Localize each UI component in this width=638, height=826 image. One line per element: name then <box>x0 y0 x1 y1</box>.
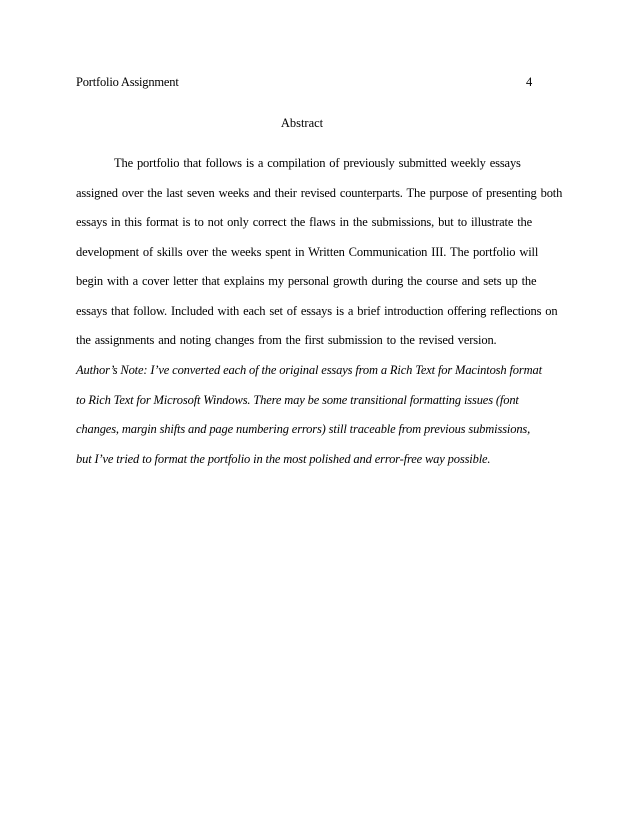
note-line: but I’ve tried to format the portfolio in the most polished and error-free way possible. <box>76 451 491 466</box>
abstract-line: assigned over the last seven weeks and their revised counterparts. The purpose of presenting both <box>76 185 563 200</box>
note-line: Author’s Note: I’ve converted each of the original essays from a Rich Text for Macintosh format <box>76 363 542 377</box>
note-line: to Rich Text for Microsoft Windows. There may be some transitional formatting issues (font <box>76 392 519 407</box>
abstract-line: The portfolio that follows is a compilation of previously submitted weekly essays <box>114 156 521 170</box>
page-number: 4 <box>525 75 532 89</box>
abstract-paragraph <box>76 149 571 356</box>
abstract-line: begin with a cover letter that explains my personal growth during the course and sets up the <box>76 274 537 288</box>
abstract-line: essays in this format is to not only correct the flaws in the submissions, but to illustrate the <box>76 215 533 229</box>
note-line: changes, margin shifts and page numbering errors) still traceable from previous submissions, <box>76 422 531 436</box>
page-header <box>76 75 538 93</box>
authors-note <box>76 356 571 474</box>
running-head: Portfolio Assignment <box>76 75 179 89</box>
abstract-line: essays that follow. Included with each set of essays is a brief introduction offering reflections on <box>76 303 558 318</box>
abstract-line: development of skills over the weeks spent in Written Communication III. The portfolio will <box>76 244 539 259</box>
abstract-title: Abstract <box>280 116 324 130</box>
abstract-line: the assignments and noting changes from the first submission to the revised version. <box>76 333 497 347</box>
